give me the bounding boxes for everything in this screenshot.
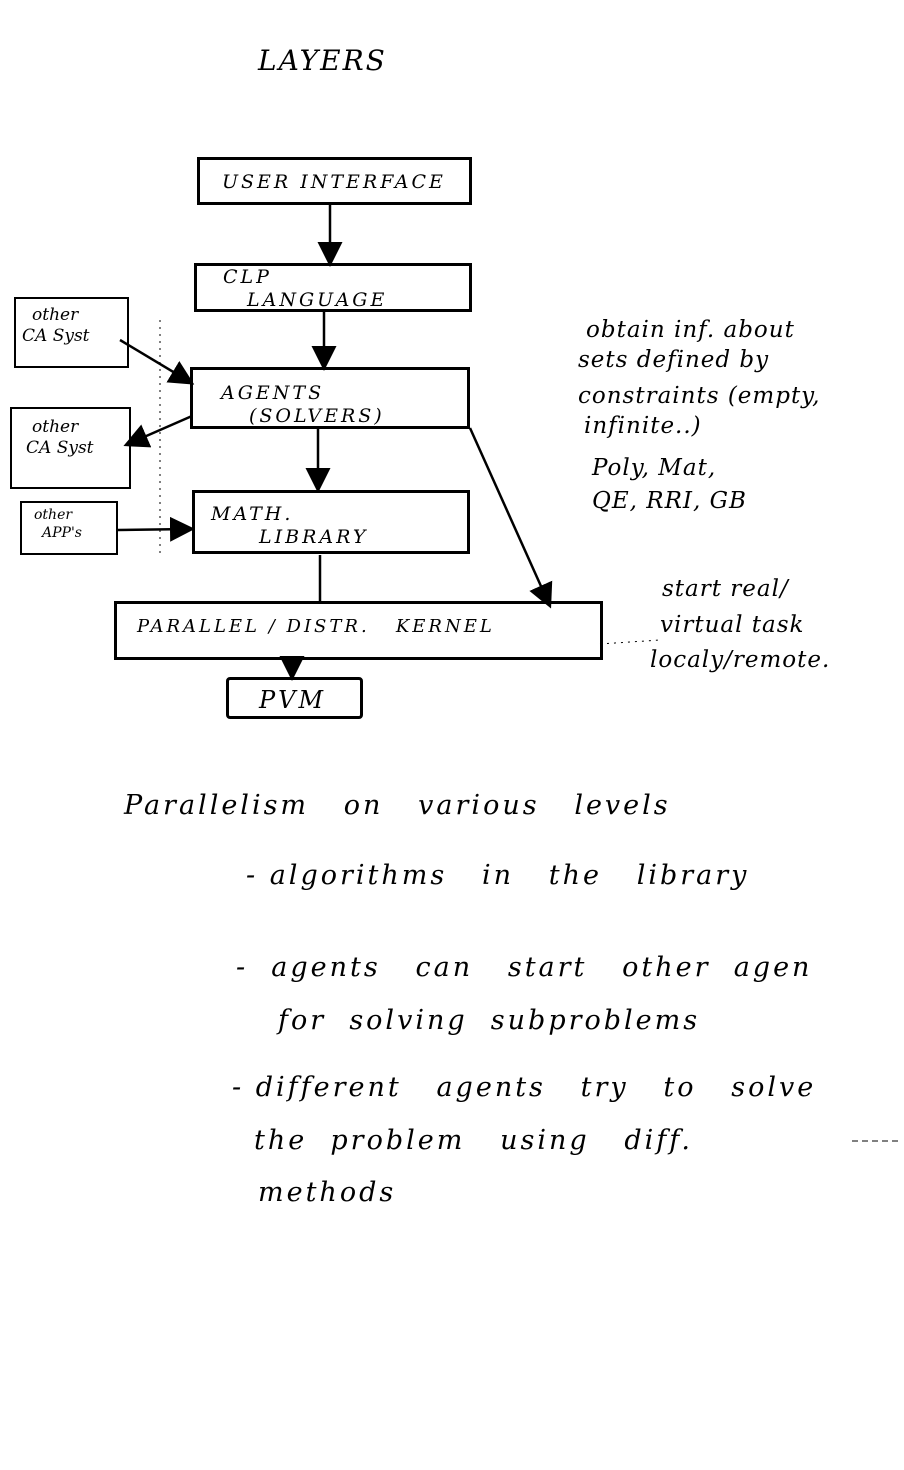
other-app-line2: APP's — [42, 524, 82, 541]
pvm-box — [226, 677, 363, 719]
agents-note-line: infinite..) — [584, 412, 702, 439]
parallelism-item-2 — [236, 942, 812, 1047]
other-apps-box — [20, 501, 118, 555]
other-ca-2-line1: other — [32, 417, 79, 437]
arrow-agents-to-otherca2 — [128, 416, 192, 444]
kernel-note — [650, 572, 830, 679]
agents-label: AGENTS — [221, 382, 325, 404]
kernel-note-line: start real/ — [662, 576, 789, 602]
agents-box — [190, 367, 470, 429]
parallelism-heading: Parallelism on various levels — [124, 790, 671, 821]
page-title: LAYERS — [258, 44, 387, 77]
kernel-note-line: virtual task — [660, 611, 805, 638]
library-label: LIBRARY — [259, 525, 369, 548]
pvm-label: PVM — [259, 686, 327, 714]
kernel-label: PARALLEL / DISTR. KERNEL — [137, 616, 495, 637]
kernel-note-line: localy/remote. — [650, 647, 831, 674]
other-app-line1: other — [34, 507, 73, 523]
agents-note — [578, 316, 820, 517]
other-ca-system-box-2 — [10, 407, 131, 489]
agents-note-line: sets defined by — [578, 346, 770, 373]
math-label: MATH. — [211, 503, 294, 525]
arrow-otherapp-to-math — [118, 529, 190, 530]
parallelism-item-line: for solving subproblems — [278, 1004, 701, 1036]
user-interface-box — [197, 157, 472, 205]
other-ca-1-line2: CA Syst — [22, 326, 90, 347]
agents-note-line: constraints (empty, — [578, 382, 821, 409]
agents-note-line: Poly, Mat, — [592, 454, 717, 481]
other-ca-2-line2: CA Syst — [26, 438, 94, 459]
other-ca-system-box-1 — [14, 297, 129, 368]
solvers-label: (SOLVERS) — [249, 404, 385, 427]
arrow-otherca1-to-agents — [120, 340, 190, 382]
parallelism-item-line: - different agents try to solve — [232, 1072, 817, 1103]
parallelism-item-line: the problem using diff. — [254, 1124, 693, 1156]
parallelism-item-3 — [232, 1062, 816, 1220]
other-ca-1-line1: other — [32, 305, 79, 325]
user-interface-label: USER INTERFACE — [222, 171, 446, 193]
parallelism-item-1 — [246, 860, 749, 891]
parallelism-item-line: - agents can start other agen — [236, 952, 813, 983]
clp-language-box — [194, 263, 472, 312]
kernel-box — [114, 601, 603, 660]
arrow-agents-to-kernel — [470, 428, 549, 604]
agents-note-line: QE, RRI, GB — [592, 488, 747, 515]
parallelism-item-line: methods — [258, 1177, 397, 1209]
math-library-box — [192, 490, 470, 554]
parallelism-item-line: - algorithms in the library — [246, 860, 750, 891]
clp-label: CLP — [223, 266, 272, 288]
language-label: LANGUAGE — [247, 288, 388, 311]
agents-note-line: obtain inf. about — [586, 317, 795, 343]
